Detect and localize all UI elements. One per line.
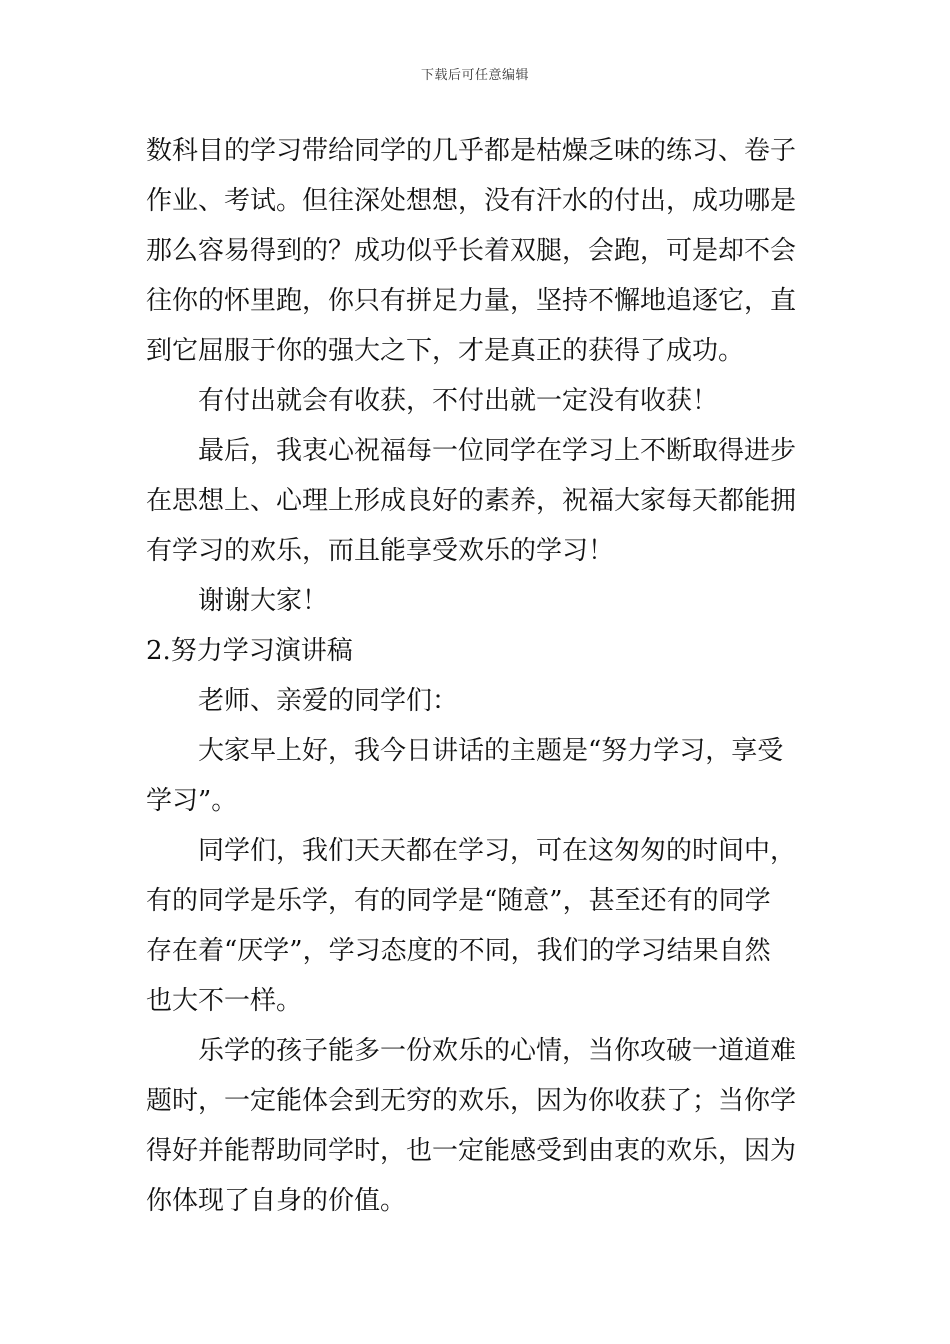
- text-line: 题时，一定能体会到无穷的欢乐，因为你收获了；当你学: [146, 1086, 797, 1116]
- document-body: [146, 126, 811, 1226]
- page-header: 下载后可任意编辑: [420, 68, 529, 83]
- text-line: 存在着“厌学”，学习态度的不同，我们的学习结果自然: [146, 936, 771, 966]
- text-line: 在思想上、心理上形成良好的素养，祝福大家每天都能拥: [146, 486, 797, 516]
- text-line: 数科目的学习带给同学的几乎都是枯燥乏味的练习、卷子: [146, 136, 797, 166]
- salutation-line: 老师、亲爱的同学们：: [198, 686, 459, 716]
- text-line: 作业、考试。但往深处想想，没有汗水的付出，成功哪是: [146, 186, 797, 216]
- paragraph-line: 大家早上好，我今日讲话的主题是“努力学习，享受: [198, 736, 784, 766]
- paragraph-line: 乐学的孩子能多一份欢乐的心情，当你攻破一道道难: [198, 1036, 797, 1066]
- text-line: 得好并能帮助同学时，也一定能感受到由衷的欢乐，因为: [146, 1136, 797, 1166]
- paragraph-line: 有付出就会有收获，不付出就一定没有收获！: [198, 386, 719, 416]
- text-line: 学习”。: [146, 786, 238, 816]
- paragraph-line: 同学们，我们天天都在学习，可在这匆匆的时间中，: [198, 836, 797, 866]
- text-line: 你体现了自身的价值。: [146, 1186, 407, 1216]
- paragraph-line: 谢谢大家！: [198, 586, 329, 616]
- text-line: 往你的怀里跑，你只有拼足力量，坚持不懈地追逐它，直: [146, 286, 797, 316]
- text-line: 到它屈服于你的强大之下，才是真正的获得了成功。: [146, 336, 745, 366]
- section-heading: 2.努力学习演讲稿: [146, 636, 353, 666]
- text-line: 也大不一样。: [146, 986, 303, 1016]
- paragraph-line: 最后，我衷心祝福每一位同学在学习上不断取得进步: [198, 436, 797, 466]
- text-line: 有的同学是乐学，有的同学是“随意”，甚至还有的同学: [146, 886, 771, 916]
- text-line: 那么容易得到的？成功似乎长着双腿，会跑，可是却不会: [146, 236, 797, 266]
- text-line: 有学习的欢乐，而且能享受欢乐的学习！: [146, 536, 615, 566]
